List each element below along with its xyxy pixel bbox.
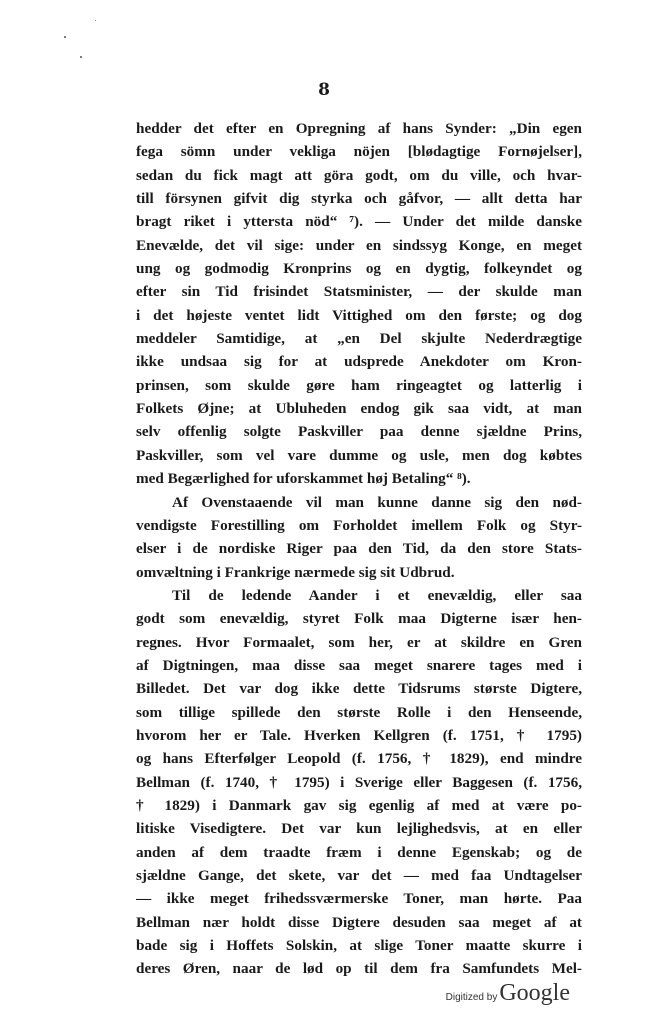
text-line: med Begærlighed for uforskammet høj Betaling“ ⁸). [136,470,471,488]
text-line: Enevælde, det vil sige: under en sindssyg Konge, en meget [136,236,582,254]
text-line: som tillige spillede den største Rolle i den Henseende, [136,703,582,721]
scan-speck [80,56,82,58]
digitized-by-label: Digitized by [445,992,498,1003]
digitized-by-google [446,980,570,1007]
text-line: ikke undsaa sig for at udsprede Anekdoter om Kron- [136,353,582,371]
text-line: ung og godmodig Kronprins og en dygtig, folkeyndet og [136,260,582,278]
text-line: anden af dem traadte fræm i denne Egenskab; og de [136,843,582,861]
text-line: deres Øren, naar de lød op til dem fra Samfundets Mel- [136,960,582,978]
google-logo: Google [499,980,570,1006]
text-line: meddeler Samtidige, at „en Del skjulte Nederdrægtige [136,330,582,348]
text-line: † 1829) i Danmark gav sig egenlig af med at være po- [136,796,582,814]
text-line: Folkets Øjne; at Ubluheden endog gik saa vidt, at man [136,400,582,418]
text-line: sjældne Gange, det skete, var det — med faa Undtagelser [136,867,582,884]
text-line: bade sig i Hoffets Solskin, at slige Toner maatte skurre i [136,937,582,955]
text-line: Bellman nær holdt disse Digtere desuden saa meget af at [136,913,582,931]
text-line: hedder det efter en Opregning af hans Synder: „Din egen [136,120,582,137]
text-line: regnes. Hvor Formaalet, som her, er at skildre en Gren [136,633,582,651]
body-text [136,117,582,981]
text-line: elser i de nordiske Riger paa den Tid, da den store Stats- [136,540,582,558]
text-line: selv offenlig solgte Paskviller paa denne sjældne Prins, [136,423,582,441]
page-number: 8 [318,80,330,100]
text-line: godt som enevældig, styret Folk maa Digterne især hen- [136,610,582,628]
text-line: i det højeste ventet lidt Vittighed om den første; og dog [136,306,582,324]
text-line: — ikke meget frihedssværmerske Toner, man hørte. Paa [136,890,582,908]
text-line: sedan du fick magt att göra godt, om du ville, och hvar- [136,166,582,184]
text-line: Paskviller, som vel vare dumme og usle, men dog købtes [136,446,582,464]
text-line: og hans Efterfølger Leopold (f. 1756, † 1829), end mindre [136,750,582,768]
text-line: vendigste Forestilling om Forholdet imellem Folk og Styr- [136,516,582,534]
text-line: bragt riket i yttersta nöd“ ⁷). — Under det milde danske [136,213,582,231]
text-line: Af Ovenstaaende vil man kunne danne sig den nød- [172,493,582,511]
text-line: af Digtningen, maa disse saa meget snarere tages med i [136,656,582,674]
text-line: fega sömn under vekliga nöjen [blødagtige Fornøjelser], [136,143,582,161]
scan-speck [95,20,96,21]
text-line: efter sin Tid frisindet Statsminister, — der skulde man [136,283,582,301]
text-line: omvæltning i Frankrige nærmede sig sit Udbrud. [136,563,455,581]
text-line: Billedet. Det var dog ikke dette Tidsrums største Digtere, [136,680,582,698]
text-line: Bellman (f. 1740, † 1795) i Sverige eller Baggesen (f. 1756, [136,773,582,791]
text-line: litiske Visedigtere. Det var kun lejlighedsvis, at en eller [136,820,582,838]
text-line: Til de ledende Aander i et enevældig, eller saa [172,586,582,604]
text-line: prinsen, som skulde gøre ham ringeagtet og latterlig i [136,376,582,394]
scan-speck [64,36,66,38]
text-line: till försynen gifvit dig styrka och gåfvor, — allt detta har [136,190,582,208]
text-line: hvorom her er Tale. Hverken Kellgren (f. 1751, † 1795) [136,726,582,744]
